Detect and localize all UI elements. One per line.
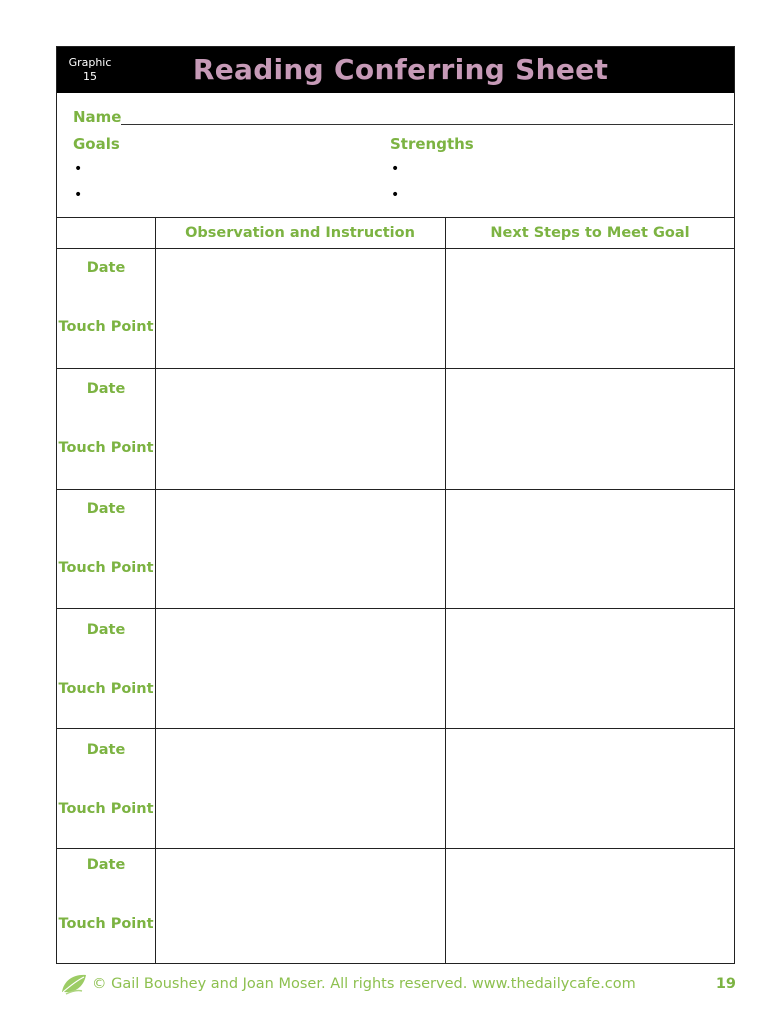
table-top-rule [57, 217, 734, 218]
row-4-date: Date [86, 622, 126, 638]
graphic-word: Graphic [68, 56, 112, 69]
goal-bullet-2[interactable]: • [74, 187, 83, 203]
row-6-touch-point: Touch Point [58, 916, 154, 932]
row-divider [57, 368, 734, 369]
row-5-touch-point: Touch Point [58, 801, 154, 817]
page-number: 19 [715, 976, 736, 992]
name-row [73, 108, 733, 128]
table-header-rule [57, 248, 734, 249]
row-2-date: Date [86, 381, 126, 397]
row-divider [57, 608, 734, 609]
col-header-observation: Observation and Instruction [185, 225, 415, 241]
row-divider [57, 489, 734, 490]
strength-bullet-1[interactable]: • [391, 161, 400, 177]
goals-label: Goals [73, 135, 120, 153]
name-label: Name [73, 108, 122, 126]
conferring-sheet [56, 46, 735, 964]
row-3-date: Date [86, 501, 126, 517]
col-divider-2 [445, 217, 446, 964]
goal-bullet-1[interactable]: • [74, 161, 83, 177]
col-header-next-steps: Next Steps to Meet Goal [490, 225, 690, 241]
row-divider [57, 728, 734, 729]
row-1-date: Date [86, 260, 126, 276]
copyright-text: © Gail Boushey and Joan Moser. All rights reserved. www.thedailycafe.com [92, 976, 636, 992]
row-3-touch-point: Touch Point [58, 560, 154, 576]
page-title: Reading Conferring Sheet [192, 53, 609, 86]
col-divider-1 [155, 217, 156, 964]
row-divider [57, 848, 734, 849]
graphic-number: 15 [83, 70, 97, 83]
row-2-touch-point: Touch Point [58, 440, 154, 456]
header-bar [57, 47, 734, 93]
row-5-date: Date [86, 742, 126, 758]
row-4-touch-point: Touch Point [58, 681, 154, 697]
row-6-date: Date [86, 857, 126, 873]
footer [0, 968, 770, 1002]
leaf-icon [60, 972, 88, 996]
name-field[interactable] [121, 124, 733, 125]
row-1-touch-point: Touch Point [58, 319, 154, 335]
strength-bullet-2[interactable]: • [391, 187, 400, 203]
strengths-label: Strengths [390, 135, 474, 153]
